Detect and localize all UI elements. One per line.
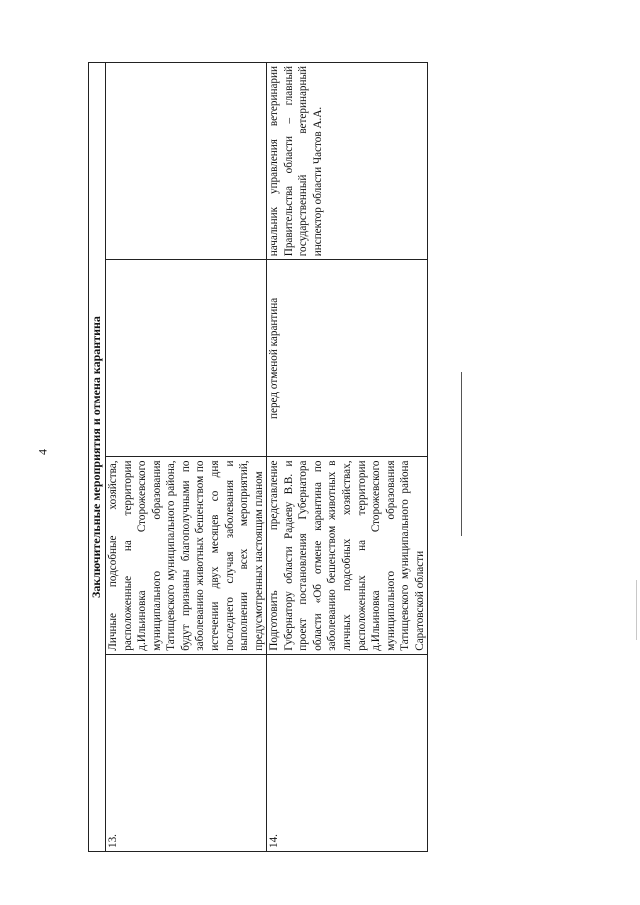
- measure-text: Подготовить представление Губернатору области Радаеву В.В. и проект постановления Губернатора области «Об отмене карантина по заболеванию бешенством животных в личных подсобных хозяйствах, расположенных на территории д.Ильиновка Сторожевского муниципального образования Татищевского муниципального района Саратовской области: [267, 457, 428, 654]
- table-row: [267, 63, 428, 852]
- measure-term: перед отменой карантина: [267, 260, 428, 457]
- page-number: 4: [35, 449, 50, 455]
- measure-term: [106, 260, 267, 457]
- scan-margin-mark: [636, 580, 637, 640]
- rotated-page-content: [88, 62, 426, 852]
- separator-line: [461, 372, 462, 536]
- measure-responsible: [106, 63, 267, 260]
- measure-text: Личные подсобные хозяйства, расположенные на территории д.Ильиновка Сторожевского муниципального образования Татищевского муниципального района, будут признаны благополучными по заболеванию животных бешенством по истечении двух месяцев со дня последнего случая заболевания и выполнении всех мероприятий, предусмотренных настоящим планом: [106, 457, 267, 654]
- section-title: Заключительные мероприятия и отмена карантина: [89, 63, 106, 852]
- section-header-row: [89, 63, 106, 852]
- row-number: 13.: [106, 654, 267, 851]
- table-row: [106, 63, 267, 852]
- measures-table: [88, 62, 428, 852]
- row-number: 14.: [267, 654, 428, 851]
- measure-responsible: начальник управления ветеринарии Правительства области – главный государственный ветеринарный инспектор области Частов А.А.: [267, 63, 428, 260]
